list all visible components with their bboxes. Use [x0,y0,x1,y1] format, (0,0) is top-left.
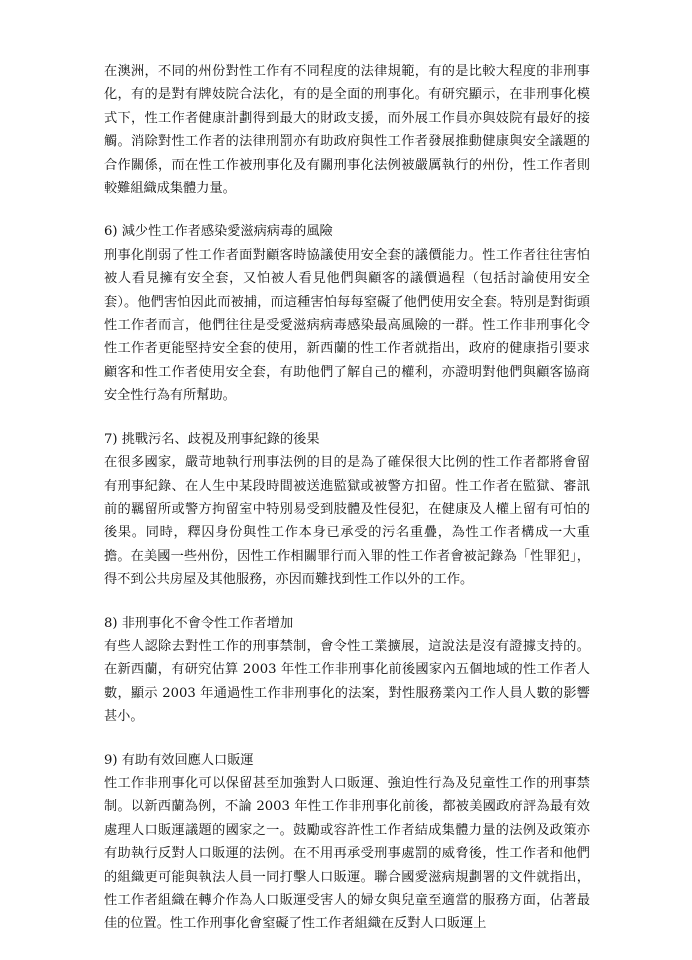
section-body: 有些人認除去對性工作的刑事禁制，會令性工業擴展，這說法是沒有證據支持的。在新西蘭，有研究估算 2003 年性工作非刑事化前後國家內五個地域的性工作者人數，顯示 2003 年通過性工作非刑事化的法案，對性服務業內工作人員人數的影響甚小。 [104,638,590,725]
section-heading: 7) 挑戰污名、歧視及刑事紀錄的後果 [104,431,320,447]
document-page [104,60,590,936]
section-body: 刑事化削弱了性工作者面對顧客時協議使用安全套的議價能力。性工作者往往害怕被人看見擁有安全套，又怕被人看見他們與顧客的議價過程（包括討論使用安全套）。他們害怕因此而被捕，而這種害怕每每窒礙了他們使用安全套。特別是對街頭性工作者而言，他們往往是受愛滋病病毒感染最高風險的一群。性工作非刑事化令性工作者更能堅持安全套的使用，新西蘭的性工作者就指出，政府的健康指引要求顧客和性工作者使用安全套，有助他們了解自己的權利，亦證明對他們與顧客協商安全性行為有所幫助。 [104,247,590,404]
section-heading: 9) 有助有效回應人口販運 [104,752,254,768]
section-9 [104,749,590,936]
section-7 [104,428,590,592]
section-6 [104,220,590,407]
section-body: 在很多國家，嚴苛地執行刑事法例的目的是為了確保很大比例的性工作者都將會留有刑事紀錄、在人生中某段時間被送進監獄或被警方扣留。性工作者在監獄、審訊前的羈留所或警方拘留室中特別易受到肢體及性侵犯，在健康及人權上留有可怕的後果。同時，釋囚身份與性工作本身已承受的污名重疊，為性工作者構成一大重擔。在美國一些州份，因性工作相關罪行而入罪的性工作者會被記錄為「性罪犯」，得不到公共房屋及其他服務，亦因而難找到性工作以外的工作。 [104,455,590,588]
section-heading: 8) 非刑事化不會令性工作者增加 [104,615,294,631]
section-8 [104,612,590,729]
section-heading: 6) 減少性工作者感染愛滋病病毒的風險 [104,224,333,240]
section-body: 性工作非刑事化可以保留甚至加強對人口販運、強迫性行為及兒童性工作的刑事禁制。以新西蘭為例，不論 2003 年性工作非刑事化前後，都被美國政府評為最有效處理人口販運議題的國家之一。鼓勵或容許性工作者結成集體力量的法例及政策亦有助執行反對人口販運的法例。在不用再承受刑事處罰的威脅後，性工作者和他們的組織更可能與執法人員一同打擊人口販運。聯合國愛滋病規劃署的文件就指出，性工作者組織在轉介作為人口販運受害人的婦女與兒童至適當的服務方面，佔著最佳的位置。性工作刑事化會窒礙了性工作者組織在反對人口販運上 [104,775,590,932]
intro-paragraph: 在澳洲，不同的州份對性工作有不同程度的法律規範，有的是比較大程度的非刑事化，有的是對有牌妓院合法化，有的是全面的刑事化。有研究顯示，在非刑事化模式下，性工作者健康計劃得到最大的財政支援，而外展工作員亦與妓院有最好的接觸。消除對性工作者的法律刑罰亦有助政府與性工作者發展推動健康與安全議題的合作關係，而在性工作被刑事化及有關刑事化法例被嚴厲執行的州份，性工作者則較難組織成集體力量。 [104,64,590,197]
